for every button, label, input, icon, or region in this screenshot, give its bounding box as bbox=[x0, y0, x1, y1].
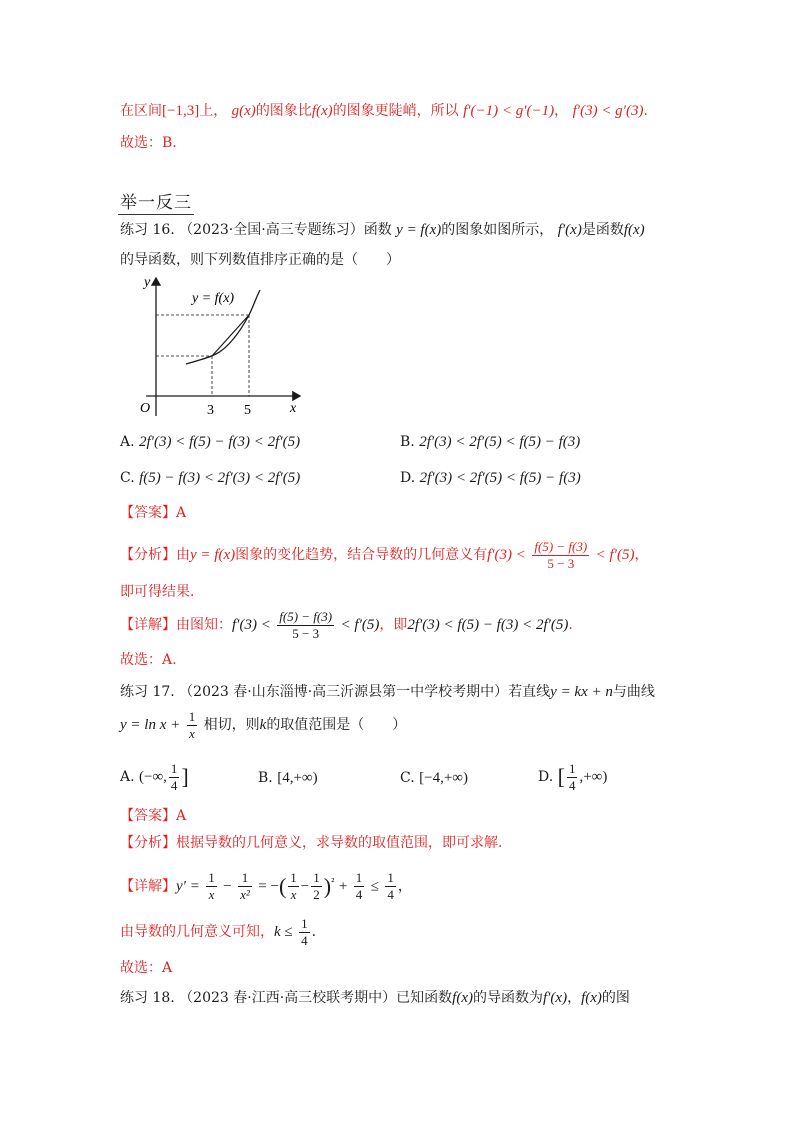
curve-label: y = f(x) bbox=[192, 291, 235, 306]
q18-label: 练习 18. bbox=[120, 990, 175, 1006]
interval: [−1,3] bbox=[162, 103, 200, 119]
q16-label: 练习 16. bbox=[120, 222, 175, 238]
q16-option-a: A. 2f′(3) < f(5) − f(3) < 2f′(5) bbox=[120, 434, 301, 450]
q16-option-c: C. f(5) − f(3) < 2f′(3) < 2f′(5) bbox=[120, 470, 301, 486]
q17-label: 练习 17. bbox=[120, 684, 175, 700]
q17-final: 故选：A bbox=[120, 960, 173, 976]
q17-analysis: 【分析】根据导数的几何意义，求导数的取值范围，即可求解. bbox=[120, 835, 503, 851]
q16-analysis-line2: 即可得结果. bbox=[120, 584, 195, 600]
q16-detail-fraction: $\frac{f(5) - f(3)}{5 - 3}$ bbox=[279, 608, 333, 641]
q16-stem-line1: 练习 16. （2023·全国·高三专题练习）函数 y = f(x)的图象如图所示， f′(x)是函数f(x) bbox=[120, 222, 645, 238]
q16-option-d: D. 2f′(3) < 2f′(5) < f(5) − f(3) bbox=[400, 470, 581, 486]
q17-stem-line2: y = ln x + $\frac{1}{x}$ 相切，则k的取值范围是（ ） bbox=[120, 708, 407, 741]
q17-option-b: B. [4,+∞) bbox=[258, 770, 318, 786]
origin-label: O bbox=[140, 401, 151, 416]
q17-detail-line2: 由导数的几何意义可知，k ≤ $\frac{1}{4}$ . bbox=[120, 915, 317, 948]
tick-5: 5 bbox=[244, 403, 251, 418]
q17-option-d: D. [ $\frac{1}{4}$ ,+∞) bbox=[538, 760, 608, 793]
q17-option-c: C. [−4,+∞) bbox=[400, 770, 468, 786]
y-axis-label: y bbox=[144, 275, 151, 290]
tick-3: 3 bbox=[207, 403, 214, 418]
q16-graph bbox=[128, 272, 308, 422]
section-title: 举一反三 bbox=[118, 188, 194, 215]
q16-analysis-fraction: $\frac{f(5) - f(3)}{5 - 3}$ bbox=[534, 538, 588, 571]
q16-final: 故选：A. bbox=[120, 652, 177, 668]
q17-detail: 【详解】y′ = $\frac{1}{x}$ − $\frac{1}{\text{x²}}$ = −( $\frac{1}{x}$ − $\frac{1}{2}$ )$^{^2}$ + $\frac{1}{4}$ ≤ $\frac{1}{4}$ ， bbox=[120, 870, 412, 903]
previous-solution-line: 在区间[−1,3]上， g(x)的图象比f(x)的图象更陡峭，所以 f′(−1) < g′(−1)， f′(3) < g′(3). bbox=[120, 103, 648, 119]
q18-stem-line1: 练习 18. （2023 春·江西·高三校联考期中）已知函数f(x)的导函数为f′(x)，f(x)的图 bbox=[120, 990, 630, 1006]
q17-stem-line1: 练习 17. （2023 春·山东淄博·高三沂源县第一中学校考期中）若直线y = kx + n与曲线 bbox=[120, 684, 655, 700]
q16-analysis: 【分析】由y = f(x)图象的变化趋势，结合导数的几何意义有f′(3) < $\frac{f(5) - f(3)}{5 - 3}$ < f′(5)， bbox=[120, 538, 649, 571]
q17-option-a: A. (−∞, $\frac{1}{4}$ ] bbox=[120, 760, 189, 793]
q17-curve-fraction: $\frac{1}{x}$ bbox=[188, 708, 196, 741]
q16-stem-line2: 的导函数，则下列数值排序正确的是（ ） bbox=[120, 252, 400, 268]
q16-option-b: B. 2f′(3) < 2f′(5) < f(5) − f(3) bbox=[400, 434, 581, 450]
q16-detail: 【详解】由图知：f′(3) < $\frac{f(5) - f(3)}{5 - 3}$ < f′(5)，即2f′(3) < f(5) − f(3) < 2f′(5). bbox=[120, 608, 573, 641]
x-axis-label: x bbox=[290, 401, 297, 416]
q17-answer: 【答案】A bbox=[120, 808, 187, 824]
q16-answer: 【答案】A bbox=[120, 505, 187, 521]
secant-line bbox=[212, 315, 249, 356]
previous-answer: 故选：B. bbox=[120, 135, 177, 151]
